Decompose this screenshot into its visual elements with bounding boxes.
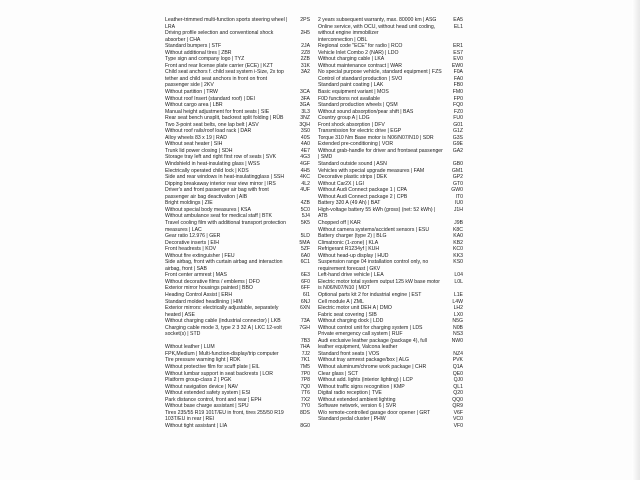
equipment-code: QL1 bbox=[453, 383, 463, 390]
equipment-description: Standard bumpers | STF bbox=[165, 43, 222, 50]
equipment-description: Without traffic signs recognition | KMP bbox=[318, 383, 405, 390]
equipment-description: Vehicle Inlet Combo 2 (NAR) | LDO bbox=[318, 49, 399, 56]
equipment-description: Windshield in heat-insulating glass | WSS bbox=[165, 161, 260, 168]
equipment-code: Q1A bbox=[452, 363, 463, 370]
equipment-code: 2Z8 bbox=[301, 49, 310, 56]
equipment-code: EW0 bbox=[451, 62, 463, 69]
equipment-code: V6F bbox=[453, 409, 463, 416]
equipment-code: Q20 bbox=[453, 390, 463, 397]
equipment-code: 7B3 bbox=[300, 337, 310, 344]
equipment-description: Child seat anchors f. child seat system i-Size, 2x top tether and child seat anchors in front on front passenger side | 2KV bbox=[165, 69, 284, 89]
equipment-description: Without roof rails/roof load rack | DAR bbox=[165, 128, 252, 135]
equipment-description: Cell module A | ZML bbox=[318, 298, 364, 305]
equipment-code: 73A bbox=[300, 318, 310, 325]
equipment-code: EA5 bbox=[453, 17, 463, 23]
equipment-code: 31K bbox=[300, 62, 310, 69]
equipment-list-right bbox=[318, 17, 463, 429]
equipment-description: Without navigation device | NAV bbox=[165, 383, 238, 390]
equipment-description: Without sound absorption/pear shift | BAS bbox=[318, 108, 414, 115]
equipment-row bbox=[318, 423, 463, 430]
equipment-description: Driving profile selection and conventional shock absorber | CHA bbox=[165, 30, 274, 43]
equipment-description: Private emergency call system | RUF bbox=[318, 331, 403, 338]
equipment-description: Travel cooling film with additional transport protection measures | LAC bbox=[165, 219, 286, 233]
equipment-code: QR9 bbox=[452, 403, 463, 410]
equipment-description: Exterior mirrors: electrically adjustable, separately heated | ASE bbox=[165, 305, 279, 318]
equipment-description: Front and rear license plate carrier (ECE) | KZT bbox=[165, 62, 273, 69]
equipment-description: Side airbag, front with curtain airbag and interaction airbag, front | SAB bbox=[165, 259, 283, 272]
equipment-code: G01 bbox=[453, 121, 463, 128]
equipment-row bbox=[165, 220, 310, 233]
equipment-description: Without charging dock | LDD bbox=[318, 318, 384, 325]
equipment-description: Without protective film for scuff plate | EIL bbox=[165, 363, 260, 370]
equipment-description: Basic equipment variant | MOS bbox=[318, 89, 389, 96]
equipment-row bbox=[165, 325, 310, 338]
equipment-code: 7Q0 bbox=[300, 383, 310, 390]
equipment-code: FM0 bbox=[452, 89, 463, 96]
equipment-code: GB0 bbox=[452, 161, 463, 168]
equipment-code: PVK bbox=[452, 357, 463, 364]
equipment-description: Digital radio reception | TVE bbox=[318, 390, 382, 397]
equipment-description: Platform group-class 2 | PGK bbox=[165, 377, 232, 384]
equipment-code: IT0 bbox=[455, 193, 463, 200]
equipment-description: Alloy wheels 83 x 19 | RAD bbox=[165, 134, 227, 141]
equipment-code: FP0 bbox=[453, 95, 463, 102]
equipment-description: Without add. lights (interior lighting) | LCP bbox=[318, 377, 413, 384]
equipment-code: EV0 bbox=[453, 56, 463, 63]
equipment-code: 5C0 bbox=[300, 206, 310, 213]
equipment-description: Without partition | TRW bbox=[165, 89, 218, 96]
equipment-description: Without Car2X | LGI bbox=[318, 180, 364, 187]
equipment-description: Gear ratio 12.976 | GER bbox=[165, 233, 221, 240]
equipment-description: Without lumbar support in seat backrests | LOR bbox=[165, 370, 273, 377]
equipment-code: J1H bbox=[453, 206, 463, 213]
equipment-row bbox=[318, 338, 463, 351]
equipment-row bbox=[318, 207, 463, 220]
equipment-description: Regional code "ECE" for radio | RCO bbox=[318, 43, 403, 50]
equipment-code: 6FF bbox=[300, 285, 310, 292]
equipment-description: Chopped off | KAR bbox=[318, 219, 361, 226]
equipment-description: Transmission for electric drive | EGP bbox=[318, 128, 402, 135]
equipment-code: NZ4 bbox=[453, 350, 463, 357]
equipment-description: Without special body measures | KSA bbox=[165, 206, 251, 213]
equipment-description: Manual height adjustment for front seats | SIE bbox=[165, 108, 270, 115]
equipment-code: 7HA bbox=[299, 344, 310, 351]
equipment-description: Without extended ambient lighting bbox=[318, 396, 396, 403]
equipment-code: L1E bbox=[453, 291, 463, 298]
equipment-code: IU0 bbox=[455, 200, 463, 207]
equipment-description: Climatronic (1-zone) | KLA bbox=[318, 239, 379, 246]
equipment-description: Standard pedal cluster | PHW bbox=[318, 416, 386, 423]
equipment-code: 5LD bbox=[300, 233, 310, 240]
equipment-row bbox=[165, 17, 310, 30]
equipment-code: 2H5 bbox=[300, 30, 310, 37]
equipment-description: Suspension range 04 installation control only, no requirement forecast | GKV bbox=[318, 259, 429, 272]
equipment-description: Country group A | LDG bbox=[318, 115, 370, 122]
equipment-code: 7M5 bbox=[299, 363, 310, 370]
equipment-description: Without head-up display | HUD bbox=[318, 252, 389, 259]
equipment-description: Vehicles with special upgrade measures | FAM bbox=[318, 167, 425, 174]
equipment-row bbox=[318, 279, 463, 292]
equipment-description: Driver's and front passenger air bag with front passenger air bag deactivation | AIB bbox=[165, 187, 269, 200]
equipment-description: Control of standard production | SVO bbox=[318, 75, 403, 82]
equipment-code: 7K1 bbox=[300, 357, 310, 364]
equipment-code: G9E bbox=[452, 141, 463, 148]
equipment-description: Standard paint coating | LAK bbox=[318, 82, 384, 89]
equipment-code: 4E7 bbox=[300, 147, 310, 154]
equipment-code: 7T6 bbox=[301, 390, 310, 397]
equipment-description: Rear seat bench unsplit, backrest split folding | RÜB bbox=[165, 115, 284, 122]
equipment-description: Without Audi Connect package 1 | CPA bbox=[318, 187, 407, 194]
equipment-code: 4KC bbox=[299, 174, 310, 181]
equipment-code: N5G bbox=[452, 318, 463, 325]
equipment-description: Type sign and company logo | TYZ bbox=[165, 56, 245, 63]
equipment-row bbox=[165, 423, 310, 430]
equipment-code: 6F0 bbox=[301, 278, 310, 285]
equipment-code: VF0 bbox=[453, 422, 463, 429]
equipment-code: 3QH bbox=[299, 121, 310, 128]
equipment-description: Without extended safety system | ESI bbox=[165, 390, 251, 397]
equipment-code: 4G3 bbox=[300, 154, 310, 161]
equipment-code: ES7 bbox=[453, 49, 463, 56]
equipment-code: GW0 bbox=[451, 187, 463, 194]
equipment-description: Electrically operated child lock | KDS bbox=[165, 167, 249, 174]
equipment-code: 4H5 bbox=[300, 167, 310, 174]
equipment-description: Front shock absorption | DFV bbox=[318, 121, 385, 128]
equipment-description: Front headrests | KOV bbox=[165, 246, 217, 253]
equipment-description: interconnection | OBL bbox=[318, 36, 368, 43]
equipment-code: 5MA bbox=[299, 239, 310, 246]
equipment-code: 2PS bbox=[300, 17, 310, 23]
equipment-code: KK3 bbox=[453, 252, 463, 259]
equipment-code: N0B bbox=[452, 324, 463, 331]
equipment-row bbox=[165, 305, 310, 318]
equipment-code: GA2 bbox=[452, 147, 463, 154]
equipment-code: L4W bbox=[452, 298, 463, 305]
equipment-row bbox=[165, 410, 310, 423]
equipment-description: Optional parts kit 2 for industrial engine | EST bbox=[318, 291, 422, 298]
equipment-code: 8DS bbox=[299, 409, 310, 416]
equipment-description: Decorative inserts | EIH bbox=[165, 239, 219, 246]
equipment-code: KB2 bbox=[453, 239, 463, 246]
equipment-description: Side and rear windows in heat-insulatingglass | SSH bbox=[165, 174, 285, 181]
equipment-description: Without roof Insert (standard roof) | DEI bbox=[165, 95, 255, 102]
equipment-description: 2 years subsequent warranty, max. 80000 km | ASG bbox=[318, 17, 437, 23]
equipment-description: Standard front seats | VOS bbox=[318, 350, 380, 357]
equipment-description: No special purpose vehicle, standard equipment | FZS bbox=[318, 69, 442, 76]
equipment-code: F0A bbox=[453, 69, 463, 76]
equipment-code: 7X2 bbox=[300, 396, 310, 403]
equipment-description: Trunk lid power closing | SDH bbox=[165, 147, 233, 154]
equipment-code: FQ0 bbox=[453, 102, 463, 109]
page-edge-shadow bbox=[632, 0, 640, 480]
equipment-description: Without fire extinguisher | FEU bbox=[165, 252, 235, 259]
equipment-description: Without leather | LUM bbox=[165, 344, 215, 351]
equipment-description: Standard outside sound | ASN bbox=[318, 161, 387, 168]
equipment-row bbox=[165, 259, 310, 272]
equipment-code: 7J2 bbox=[301, 350, 310, 357]
equipment-description: Clear glass | SCT bbox=[318, 370, 359, 377]
equipment-description: Online service, with OCU, without head unit coding, without engine immobilizer bbox=[318, 23, 436, 37]
equipment-description: Two 3-point seat belts, one lap belt | ASV bbox=[165, 121, 259, 128]
equipment-description: Battery 320 A (49 Ah) | BAT bbox=[318, 200, 381, 207]
equipment-description: Without ambulance seat for medical staff | BTK bbox=[165, 213, 272, 220]
equipment-code: J9B bbox=[454, 219, 463, 226]
equipment-code: 2JA bbox=[301, 43, 310, 50]
equipment-code: 4A0 bbox=[300, 141, 310, 148]
equipment-description: Extended pre-conditioning | VOR bbox=[318, 141, 394, 148]
equipment-code: 3L3 bbox=[301, 108, 310, 115]
equipment-description: Exterior mirror housings painted | BBO bbox=[165, 285, 253, 292]
equipment-code: GT0 bbox=[453, 180, 463, 187]
equipment-list-left bbox=[165, 17, 310, 429]
equipment-description: Storage tray left and right first row of seats | SVK bbox=[165, 154, 277, 161]
equipment-code: 3GA bbox=[299, 102, 310, 109]
equipment-code: L04 bbox=[454, 272, 463, 279]
equipment-code: GM1 bbox=[451, 167, 463, 174]
equipment-code: VC0 bbox=[452, 416, 463, 423]
equipment-code: LH2 bbox=[453, 305, 463, 312]
equipment-code: GP2 bbox=[452, 174, 463, 181]
equipment-description: Electric motor unit DEH A | DMO bbox=[318, 305, 392, 312]
equipment-code: 5K5 bbox=[300, 219, 310, 226]
equipment-code: QE0 bbox=[452, 370, 463, 377]
equipment-description: Fabric seat covering | SIB bbox=[318, 311, 377, 318]
equipment-code: EL1 bbox=[453, 23, 463, 30]
equipment-code: 3FA bbox=[300, 95, 310, 102]
equipment-description: Battery charger (type 2) | BLG bbox=[318, 233, 387, 240]
equipment-description: W/o remote-controlled garage door opener | GRT bbox=[318, 409, 431, 416]
equipment-description: Standard molded headlining | HIM bbox=[165, 298, 243, 305]
equipment-row bbox=[318, 259, 463, 272]
equipment-code: NW0 bbox=[451, 337, 463, 344]
equipment-description: Without grab-handle for driver and frontseat passenger | SMD bbox=[318, 147, 443, 161]
equipment-code: 7P8 bbox=[300, 377, 310, 384]
equipment-description: Without seat heater | SIH bbox=[165, 141, 223, 148]
equipment-description: Left-hand drive vehicle | LEA bbox=[318, 272, 384, 279]
equipment-row bbox=[165, 30, 310, 43]
equipment-code: 7P0 bbox=[300, 370, 310, 377]
equipment-code: 6E3 bbox=[300, 272, 310, 279]
equipment-description: Without charging cable | LKA bbox=[318, 56, 385, 63]
equipment-code: 4UF bbox=[300, 187, 310, 194]
equipment-row bbox=[318, 24, 463, 37]
equipment-code: 6XN bbox=[299, 305, 310, 312]
equipment-code: 4L2 bbox=[301, 180, 310, 187]
equipment-code: 5J4 bbox=[301, 213, 310, 220]
equipment-code: 2ZB bbox=[300, 56, 310, 63]
equipment-code: 6I1 bbox=[302, 291, 310, 298]
equipment-code: 3CA bbox=[299, 89, 310, 96]
equipment-code: 3NZ bbox=[300, 115, 310, 122]
equipment-code: LX0 bbox=[453, 311, 463, 318]
equipment-code: G1Z bbox=[453, 128, 463, 135]
equipment-description: Without tight assistant | LIA bbox=[165, 422, 228, 429]
equipment-description: High-voltage battery 55 kWh (gross) (net: 52 kWh) | ATB bbox=[318, 206, 436, 220]
equipment-description: Without additional tires | ZBR bbox=[165, 49, 232, 56]
equipment-code: 7Y0 bbox=[300, 403, 310, 410]
equipment-code: 8G0 bbox=[300, 422, 310, 429]
equipment-code: KS0 bbox=[453, 259, 463, 266]
equipment-description: Without charging cable (industrial connector) | LKB bbox=[165, 318, 281, 325]
equipment-code: 5ZF bbox=[300, 246, 310, 253]
equipment-code: G3S bbox=[452, 134, 463, 141]
equipment-code: 6A0 bbox=[300, 252, 310, 259]
equipment-row bbox=[318, 148, 463, 161]
equipment-description: Without camera systems/accident sensors | ESU bbox=[318, 226, 430, 233]
equipment-description bbox=[318, 423, 448, 430]
equipment-code: FZ0 bbox=[453, 108, 463, 115]
equipment-description: Without base charge assistant | SPU bbox=[165, 403, 249, 410]
equipment-code: 3A2 bbox=[300, 69, 310, 76]
equipment-description: Heading Control Assist | ERH bbox=[165, 291, 233, 298]
equipment-description: Refrigerant R1234yf | KUH bbox=[318, 246, 380, 253]
equipment-description: Tires 235/55 R19 101T/EU in front, tires 255/50 R19 103T/EU in rear | REI bbox=[165, 409, 284, 423]
equipment-description: Without control unit for charging system | LDS bbox=[318, 324, 423, 331]
equipment-description: Front center armrest | MAS bbox=[165, 272, 227, 279]
equipment-description: Bright moldings | ZIE bbox=[165, 200, 213, 207]
equipment-row bbox=[165, 187, 310, 200]
equipment-description: Torque 310 Nm Base motor is N06/N07/N10 | SDR bbox=[318, 134, 434, 141]
equipment-description: Dipping breakaway interior rear view mirror | IRS bbox=[165, 180, 276, 187]
equipment-code: 7GH bbox=[299, 324, 310, 331]
equipment-code: 3S0 bbox=[300, 128, 310, 135]
equipment-description: Without aluminum/chrome work package | CHR bbox=[318, 363, 427, 370]
equipment-description: Electric motor total system output 125 kW base motor is N06/N07/N10 | MOT bbox=[318, 278, 440, 292]
equipment-code: FB0 bbox=[453, 82, 463, 89]
equipment-description: Tire pressure warning light | RDK bbox=[165, 357, 241, 364]
equipment-code: QJ0 bbox=[453, 377, 463, 384]
equipment-row bbox=[165, 69, 310, 89]
equipment-description: Decorative plastic strips | DEK bbox=[318, 174, 388, 181]
equipment-description: Without cargo area | LBR bbox=[165, 102, 223, 109]
equipment-description: Without tray armrest package/box | ALG bbox=[318, 357, 410, 364]
equipment-code: KC0 bbox=[452, 246, 463, 253]
equipment-code: FU0 bbox=[453, 115, 463, 122]
equipment-code: FA0 bbox=[453, 75, 463, 82]
equipment-description: Audi exclusive leather package (package 4), full leather equipment, Valcona leather bbox=[318, 337, 427, 351]
equipment-description: FPK,Medium | Multi-function-display/trip computer bbox=[165, 350, 279, 357]
equipment-code: 6NJ bbox=[300, 298, 310, 305]
equipment-description: Software network, version 6 | SVR bbox=[318, 403, 397, 410]
equipment-code: L0L bbox=[454, 278, 463, 285]
equipment-description: Without Audi Connect package 2 | CPB bbox=[318, 193, 408, 200]
equipment-description: Without maintenance contract | WAR bbox=[318, 62, 402, 69]
equipment-code: QQ0 bbox=[452, 396, 463, 403]
equipment-code: K8C bbox=[452, 226, 463, 233]
equipment-code: NS3 bbox=[452, 331, 463, 338]
equipment-description: F0D functions not available bbox=[318, 95, 381, 102]
equipment-code: 4GF bbox=[300, 161, 310, 168]
equipment-description: Standard production wheels | QSM bbox=[318, 102, 398, 109]
equipment-code: ER1 bbox=[452, 43, 463, 50]
equipment-description: Charging cable mode 3, type 2 3 32 A | LKC 12-volt socket(s) | STD bbox=[165, 324, 282, 338]
equipment-code: 6C1 bbox=[300, 259, 310, 266]
equipment-code: 40S bbox=[300, 134, 310, 141]
equipment-code: KA0 bbox=[453, 233, 463, 240]
equipment-description: Leather-trimmed multi-function sports steering wheel | LRA bbox=[165, 17, 288, 30]
equipment-description: Without decorative films / emblems | DFO bbox=[165, 278, 260, 285]
equipment-description: Park distance control, front and rear | EPH bbox=[165, 396, 262, 403]
equipment-code: 4ZB bbox=[300, 200, 310, 207]
